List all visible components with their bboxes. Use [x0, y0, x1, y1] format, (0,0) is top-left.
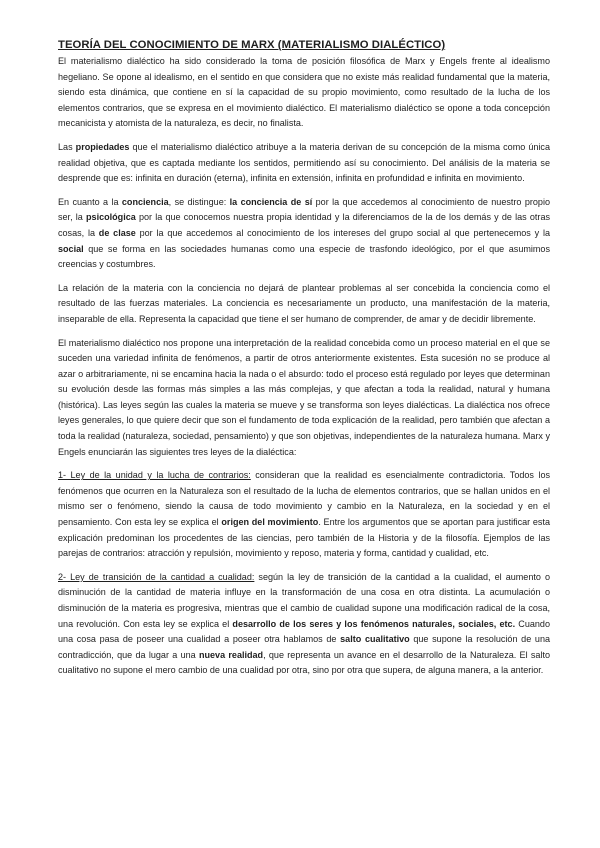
paragraph	[58, 336, 550, 461]
text-run: , se distingue:	[168, 196, 230, 207]
bold-text: salto cualitativo	[340, 634, 410, 645]
text-run: Cuando una cosa pasa de poseer una cualidad a poseer otra hablamos de	[58, 618, 550, 645]
text-run: El materialismo dialéctico ha sido considerado la toma de posición filosófica de Marx y Engels frente al idealismo hegeliano. Se opone al idealismo, en el sentido en que considera que no existe más realidad fundamental que la materia, siendo esta dinámica, que contiene en sí la capacidad de su propio movimiento, como resultado de la lucha de los elementos contrarios, que se expresa en el movimiento dialéctico. El materialismo dialéctico se opone a toda concepción mecanicista y atomista de la naturaleza, es decir, no finalista.	[58, 56, 550, 129]
text-run: según la ley de transición de la cantidad a la cualidad, el aumento o disminución de la cantidad de materia influye en la transformación de una cosa en otra distinta. La acumulación o disminución de la materia es progresiva, mientras que el cambio de cualidad supone una modificación radical de la cosa, una revolución. Con esta ley se explica el	[58, 571, 550, 629]
text-run: por la que accedemos al conocimiento de los intereses del grupo social al que pertenecemos y la	[135, 227, 550, 238]
bold-text: propiedades	[75, 141, 130, 152]
text-run: El materialismo dialéctico nos propone una interpretación de la realidad concebida como un proceso material en el que se suceden una variedad infinita de fenómenos, a partir de otros anteriormente existentes. Esta sucesión no se produce al azar o arbitrariamente, ni se encamina hacia la nada o el absurdo: todo el proceso está regulado por leyes que determinan su evolución desde las formas más simples a las más complejas, y que afectan a toda la realidad, natural y humana (histórica). Las leyes según las cuales la materia se mueve y se transforma son leyes dialécticas. La dialéctica nos ofrece leyes generales, lo que quiere decir que son el fundamento de toda explicación de la realidad, pero también que afectan a toda la realidad (naturaleza, sociedad, pensamiento) y que son objetivas, independientes de la naturaleza humana. Marx y Engels enunciarán las siguientes tres leyes de la dialéctica:	[58, 337, 550, 457]
bold-text: psicológica	[86, 212, 136, 223]
bold-text: desarrollo de los seres y los fenómenos naturales, sociales, etc.	[232, 618, 516, 629]
paragraph	[58, 281, 550, 328]
bold-text: conciencia	[121, 196, 169, 207]
bold-text: nueva realidad	[198, 649, 264, 660]
paragraph	[58, 195, 550, 273]
text-run: Las	[58, 141, 76, 152]
bold-text: la conciencia de sí	[229, 196, 313, 207]
underlined-heading: 1- Ley de la unidad y la lucha de contrarios:	[58, 470, 251, 481]
paragraph	[58, 54, 550, 132]
paragraph	[58, 570, 550, 679]
document-body	[58, 54, 550, 679]
text-run: En cuanto a la	[58, 196, 122, 207]
text-run: , que representa un avance en el desarrollo de la Naturaleza. El salto cualitativo no supone el mero cambio de una cualidad por otra, sino por otra que supera, de alguna manera, a la anterior.	[58, 649, 550, 676]
bold-text: origen del movimiento	[221, 517, 319, 528]
bold-text: social	[58, 243, 84, 254]
bold-text: de clase	[98, 227, 136, 238]
text-run: que el materialismo dialéctico atribuye a la materia derivan de su concepción de la misma como única realidad objetiva, que es captada mediante los sentidos, permitiendo así su conocimiento. Del análisis de la materia se desprende que es: infinita en duración (eterna), infinita en extensión, infinita en profundidad e infinita en movimiento.	[58, 141, 550, 184]
text-run: que supone la resolución de una contradicción, que da lugar a una	[58, 634, 551, 660]
document-page	[58, 38, 550, 687]
text-run: . Entre los argumentos que se aportan para justificar esta explicación predominan los procedentes de las ciencias, pero también de la Historia y de la filosofía. Ejemplos de las parejas de contrarios: atracción y repulsión, movimiento y reposo, materia y forma, cantidad y cualidad, etc.	[58, 517, 551, 559]
text-run: por la que conocemos nuestra propia identidad y la diferenciamos de la de los demás y de las otras cosas, la	[58, 212, 550, 238]
text-run: consideran que la realidad es esencialmente contradictoria. Todos los fenómenos que ocurren en la Naturaleza son el resultado de la lucha de elementos contrarios, que se hallan unidos en el mismo ser o fenómeno, siendo la causa de todo movimiento y cambio en la Naturaleza, en la sociedad y en el pensamiento. Con esta ley se explica el	[58, 470, 550, 528]
text-run: que se forma en las sociedades humanas como una especie de trasfondo ideológico, por el que asumimos creencias y costumbres.	[58, 243, 550, 270]
text-run: por la que accedemos al conocimiento de nuestro propio ser, la	[58, 196, 550, 223]
text-run: La relación de la materia con la conciencia no dejará de plantear problemas al ser concebida la conciencia como el resultado de las fuerzas materiales. La conciencia es necesariamente un producto, una manifestación de la materia, inseparable de ella. Representa la capacidad que tiene el ser humano de comprender, de amar y de decidir libremente.	[58, 282, 550, 324]
paragraph	[58, 468, 550, 562]
underlined-heading: 2- Ley de transición de la cantidad a cualidad:	[58, 571, 255, 582]
paragraph	[58, 140, 550, 187]
document-title: TEORÍA DEL CONOCIMIENTO DE MARX (MATERIALISMO DIALÉCTICO)	[58, 39, 446, 51]
